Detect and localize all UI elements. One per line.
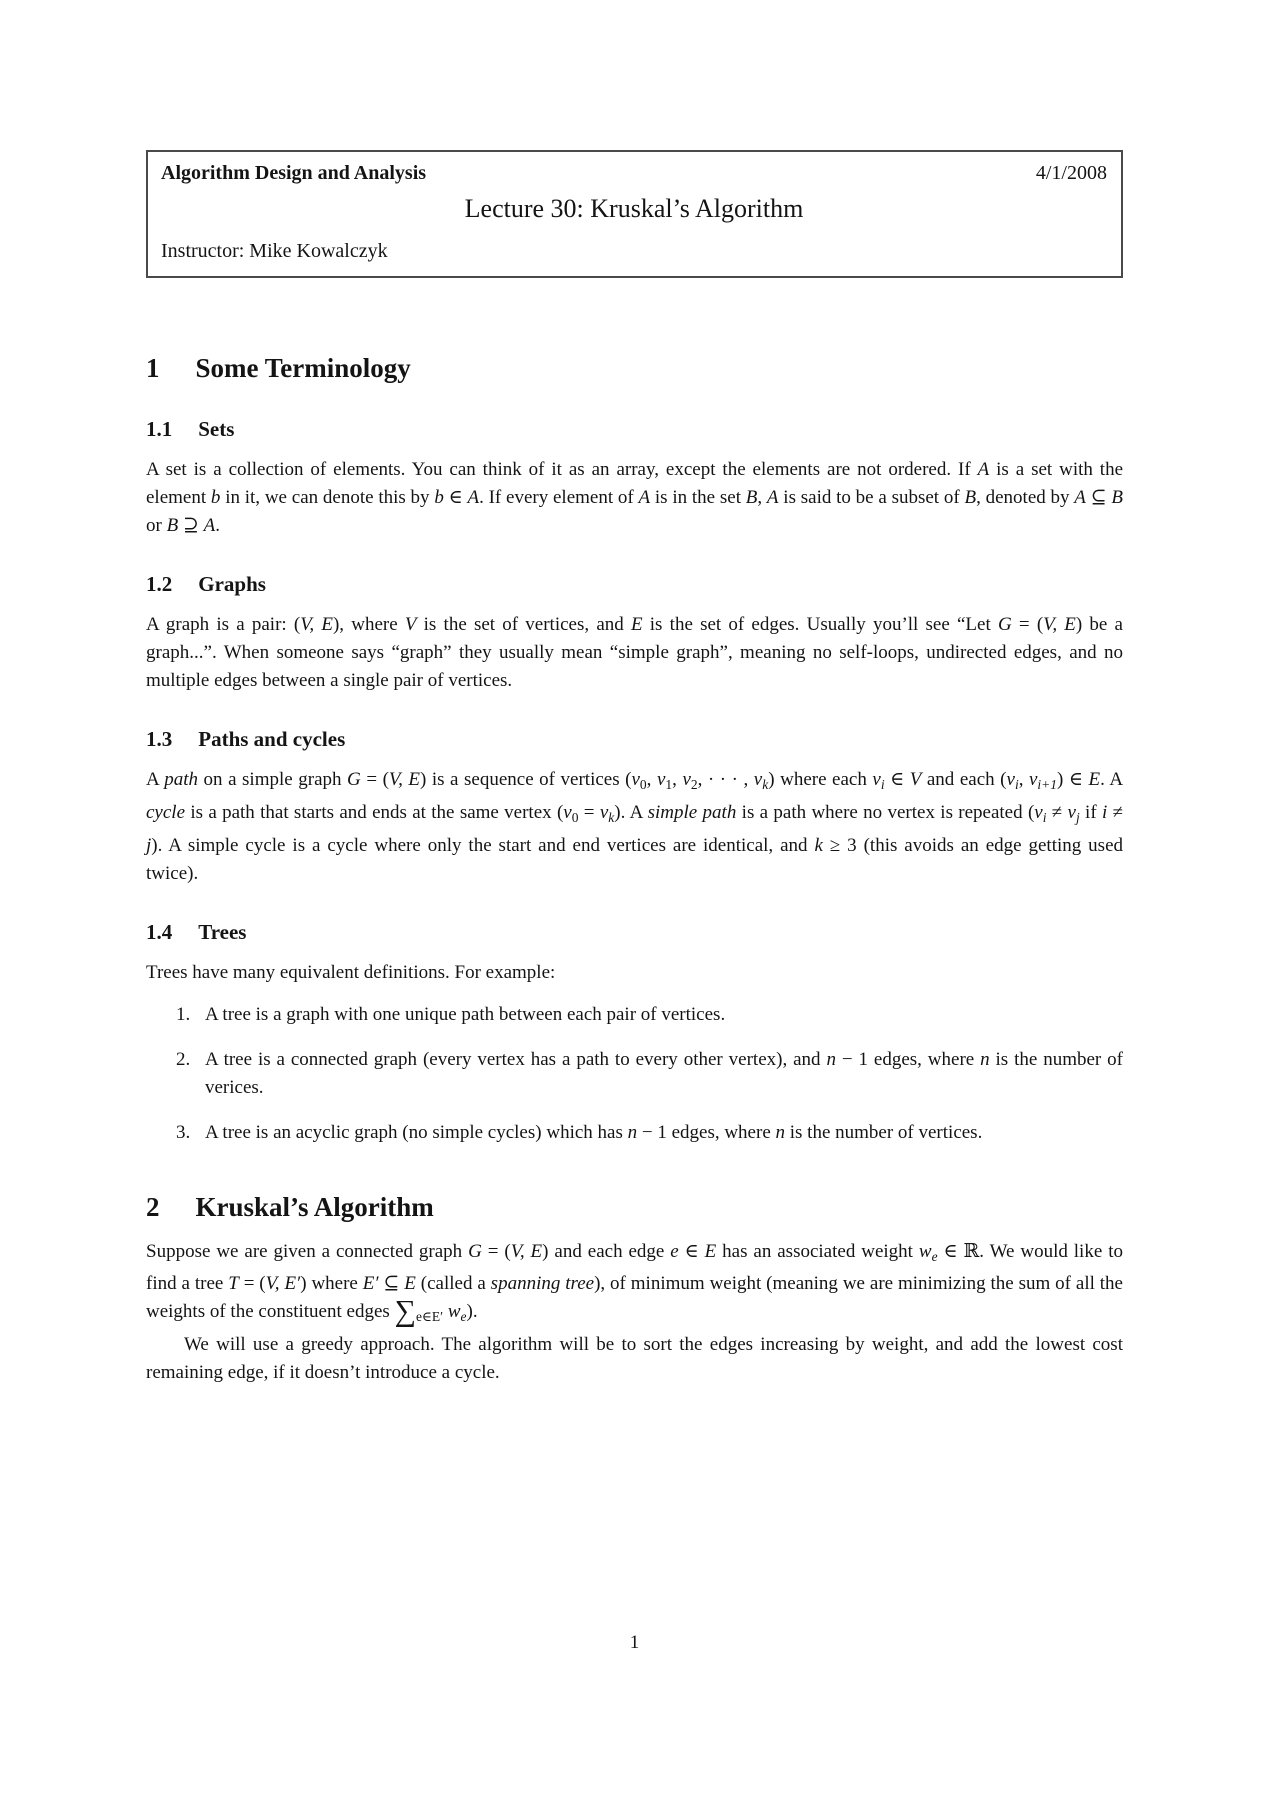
subsection-1-3-title: Paths and cycles [198, 727, 346, 751]
section-1-heading [146, 352, 1123, 385]
list-item [146, 1001, 1123, 1029]
list-item-text: A tree is a graph with one unique path between each pair of vertices. [205, 1003, 726, 1025]
paragraph-paths-cycles: A path on a simple graph G = (V, E) is a sequence of vertices (v0, v1, v2, · · · , vk) where each vi ∈ V and each (vi, vi+1) ∈ E. A cycle is a path that starts and ends at the same vertex (v0 = vk). A simple path is a path where no vertex is repeated (vi ≠ vj if i ≠ j). A simple cycle is a cycle where only the start and end vertices are identical, and k ≥ 3 (this avoids an edge getting used twice). [146, 769, 1124, 884]
subsection-1-1-title: Sets [198, 417, 235, 441]
subsection-1-3-heading [146, 726, 1123, 752]
header-top-row [161, 162, 1107, 185]
list-item-text: A tree is an acyclic graph (no simple cycles) which has n − 1 edges, where n is the number of vertices. [205, 1121, 983, 1143]
paragraph-kruskal-greedy: We will use a greedy approach. The algorithm will be to sort the edges increasing by weight, and add the lowest cost remaining edge, if it doesn’t introduce a cycle. [146, 1334, 1123, 1384]
section-2-heading [146, 1191, 1123, 1224]
lecture-header-box [146, 150, 1123, 278]
subsection-1-1-heading [146, 416, 1123, 442]
list-item-number: 2. [176, 1048, 191, 1070]
subsection-1-2-heading [146, 571, 1123, 597]
tree-definitions-list [146, 1001, 1123, 1147]
subsection-1-3-number: 1.3 [146, 727, 173, 751]
paragraph-graphs: A graph is a pair: (V, E), where V is the set of vertices, and E is the set of edges. Usually you’ll see “Let G = (V, E) be a graph...”. When someone says “graph” they usually mean “simple graph”, meaning no self-loops, undirected edges, and no multiple edges between a single pair of vertices. [146, 614, 1123, 691]
section-2-title: Kruskal’s Algorithm [195, 1191, 434, 1222]
subsection-1-4-heading [146, 919, 1123, 945]
subsection-1-4-title: Trees [198, 919, 247, 944]
list-item-number: 3. [176, 1121, 191, 1143]
list-item-number: 1. [176, 1003, 191, 1025]
subsection-1-2-title: Graphs [198, 572, 266, 596]
course-name: Algorithm Design and Analysis [161, 162, 427, 184]
list-item [146, 1046, 1123, 1102]
list-item-text: A tree is a connected graph (every vertex has a path to every other vertex), and n − 1 edges, where n is the number of verices. [205, 1048, 1123, 1098]
section-2-number: 2 [146, 1191, 160, 1222]
subsection-1-1-number: 1.1 [146, 417, 173, 441]
instructor-line: Instructor: Mike Kowalczyk [161, 240, 388, 262]
subsection-1-2-number: 1.2 [146, 572, 173, 596]
page-number: 1 [629, 1632, 640, 1653]
paragraph-trees-intro: Trees have many equivalent definitions. For example: [146, 961, 556, 983]
paragraph-sets: A set is a collection of elements. You can think of it as an array, except the elements are not ordered. If A is a set with the element b in it, we can denote this by b ∈ A. If every element of A is in the set B, A is said to be a subset of B, denoted by A ⊆ B or B ⊇ A. [146, 459, 1124, 536]
subsection-1-4-number: 1.4 [146, 919, 173, 944]
lecture-date: 4/1/2008 [1035, 162, 1107, 184]
paragraph-kruskal-setup: Suppose we are given a connected graph G = (V, E) and each edge e ∈ E has an associated weight we ∈ ℝ. We would like to find a tree T = (V, E′) where E′ ⊆ E (called a spanning tree), of minimum weight (meaning we are minimizing the sum of all the weights of the constituent edges ∑e∈E′ we). [146, 1240, 1123, 1328]
document-page [146, 150, 1123, 1387]
lecture-title: Lecture 30: Kruskal’s Algorithm [464, 194, 804, 223]
section-1-title: Some Terminology [195, 353, 411, 383]
list-item [146, 1119, 1123, 1147]
section-1-number: 1 [146, 353, 160, 383]
